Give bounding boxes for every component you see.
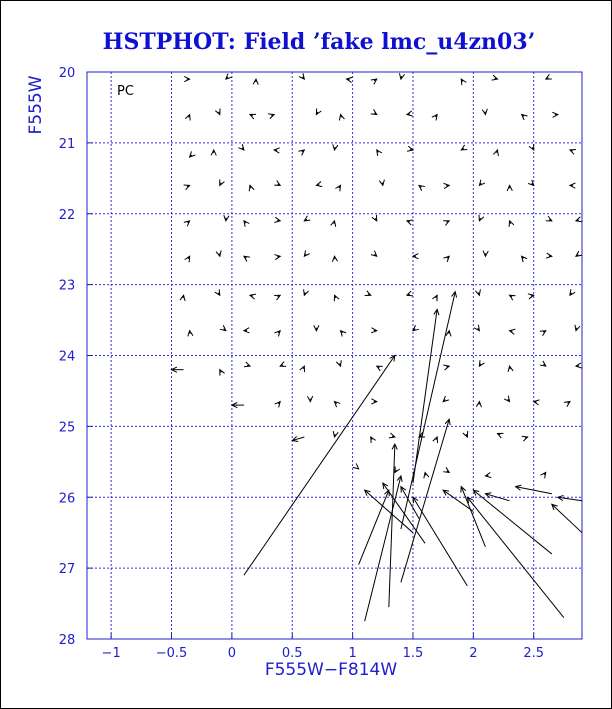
vector-head [407, 146, 413, 151]
small-vector [371, 328, 377, 333]
vector-head [497, 433, 503, 438]
grid-lines [87, 72, 582, 639]
vector-head [479, 360, 484, 366]
vector-head [509, 221, 514, 227]
small-vector [485, 472, 491, 477]
small-vector [372, 215, 377, 221]
vector-head [250, 294, 256, 299]
vector-head [304, 216, 310, 221]
small-vector [540, 331, 546, 336]
vector-head [576, 217, 582, 222]
small-vector [274, 255, 280, 260]
vector-head [275, 331, 281, 337]
small-vector [335, 185, 340, 191]
small-vector [564, 402, 570, 407]
small-vector [274, 148, 280, 153]
small-vector [413, 254, 418, 259]
vector-head [365, 291, 371, 296]
vector-head [304, 250, 309, 256]
vector-head [508, 366, 513, 372]
vector-head [485, 472, 491, 477]
y-tick-label: 28 [58, 633, 76, 648]
small-vector [522, 115, 528, 120]
vector-head [463, 431, 468, 437]
small-vector [371, 399, 376, 404]
small-vector [184, 221, 190, 227]
vector-head [576, 251, 582, 256]
small-vector [389, 433, 395, 438]
small-vector [331, 221, 336, 227]
small-vector [298, 150, 304, 155]
vector-head [371, 437, 376, 443]
x-tick-label: −1 [101, 646, 121, 661]
long-vector [172, 367, 184, 372]
small-vector [546, 74, 552, 79]
vector-head [413, 497, 418, 503]
small-vector [185, 256, 190, 262]
small-vector [365, 291, 371, 296]
chart-title: HSTPHOT: Field ’fake lmc_u4zn03’ [102, 29, 536, 55]
small-vector [432, 115, 437, 121]
long-vector [473, 490, 551, 554]
vector-head [184, 221, 190, 227]
y-tick-label: 24 [58, 349, 76, 365]
vector-head [474, 325, 479, 331]
x-axis-ticks [102, 633, 544, 661]
small-vector [304, 289, 309, 295]
small-vector [407, 111, 413, 116]
vector-head [333, 431, 338, 437]
small-vector [274, 217, 280, 222]
vector-head [575, 325, 580, 331]
small-vector [443, 365, 449, 370]
y-axis-ticks [59, 66, 93, 648]
vector-head [316, 109, 321, 115]
small-vector [433, 437, 438, 443]
small-vector [220, 370, 225, 376]
small-vector [307, 396, 312, 402]
small-vector [461, 79, 466, 85]
x-tick-label: 1 [348, 646, 357, 661]
y-tick-label: 27 [58, 562, 76, 578]
y-tick-label: 23 [58, 278, 76, 294]
small-vector [244, 221, 249, 227]
vector-head [215, 289, 220, 295]
small-vector [336, 360, 341, 366]
vector-head [546, 216, 552, 221]
small-vector [570, 149, 576, 154]
small-vector [341, 331, 347, 337]
vector-head [249, 185, 254, 191]
small-vector [497, 433, 503, 438]
small-vector [371, 251, 377, 257]
vector-head [564, 402, 570, 407]
y-tick-label: 25 [58, 420, 76, 436]
vector-head [216, 250, 221, 256]
small-vector [444, 183, 450, 188]
y-tick-label: 26 [58, 491, 76, 507]
small-vector [575, 325, 580, 331]
small-vector [244, 256, 250, 261]
vector-head [180, 295, 185, 301]
vector-head [475, 289, 480, 295]
long-vector [552, 504, 582, 532]
x-tick-label: 2.5 [523, 646, 545, 661]
small-vector [399, 73, 404, 79]
small-vector [509, 221, 514, 227]
vector-head [372, 215, 377, 221]
vector-head [244, 256, 250, 261]
small-vector [339, 115, 344, 121]
small-vector [493, 150, 498, 156]
vector-head [304, 289, 309, 295]
vector-shaft [244, 356, 395, 576]
chip-label: PC [117, 84, 134, 99]
vector-head [244, 362, 250, 367]
small-vector [475, 289, 480, 295]
vector-head [432, 115, 437, 121]
vector-head [371, 251, 377, 257]
vector-head [528, 294, 534, 299]
small-vector [522, 256, 527, 262]
vector-head [510, 295, 516, 300]
vector-head [540, 361, 546, 366]
vector-head [226, 73, 232, 79]
small-vector [510, 295, 516, 300]
vector-head [407, 291, 413, 296]
long-vector [244, 356, 395, 576]
small-vector [275, 331, 281, 337]
y-axis-label: F555W [26, 75, 46, 135]
vector-head [341, 331, 347, 337]
vector-head [407, 111, 413, 116]
vector-head [371, 79, 377, 84]
small-vector [250, 294, 256, 299]
small-vector [371, 437, 376, 443]
vector-head [280, 362, 286, 367]
small-vector [244, 362, 250, 367]
small-vector [224, 215, 229, 221]
small-vector [546, 253, 552, 258]
small-vector [570, 183, 575, 188]
small-vector [461, 145, 467, 150]
small-vector [576, 363, 582, 368]
small-vector [334, 295, 339, 301]
vector-head [522, 436, 528, 441]
vector-head [433, 437, 438, 443]
vector-head [244, 221, 249, 227]
long-vector [443, 490, 473, 511]
vector-head [443, 396, 449, 402]
small-vector [443, 396, 449, 402]
photometry-residual-chart [1, 1, 611, 708]
small-vector [249, 185, 254, 191]
small-vector [570, 289, 575, 295]
small-vector [184, 185, 190, 190]
vector-head [220, 325, 226, 330]
vector-shaft [473, 490, 551, 554]
small-vector [379, 180, 384, 186]
vector-head [215, 109, 220, 115]
small-vector [528, 180, 534, 186]
vector-head [316, 182, 322, 187]
vector-head [510, 329, 516, 334]
small-vector [316, 182, 322, 187]
vector-head [504, 396, 509, 402]
small-vector [546, 216, 552, 221]
small-vector [275, 402, 280, 408]
vector-head [570, 149, 576, 154]
vector-head [377, 366, 383, 371]
small-vector [576, 251, 582, 256]
small-vector [274, 180, 280, 185]
long-vector [353, 463, 359, 468]
vector-head [268, 114, 274, 119]
small-vector [299, 73, 304, 79]
small-vector [333, 431, 338, 437]
small-vector [443, 256, 449, 262]
vector-head [274, 295, 280, 300]
vector-head [461, 79, 466, 85]
vector-head [407, 220, 413, 225]
small-vector [483, 251, 488, 257]
small-vector [432, 295, 437, 301]
y-tick-label: 22 [58, 207, 76, 223]
vector-head [389, 433, 395, 438]
small-vector [300, 366, 305, 372]
small-vector [332, 256, 337, 262]
long-vector [389, 444, 397, 607]
small-vector [540, 361, 546, 366]
long-vector [485, 493, 509, 501]
small-vector [280, 362, 286, 367]
x-axis-label: F555W−F814W [264, 660, 398, 680]
vector-shaft [365, 476, 401, 621]
vector-head [432, 295, 437, 301]
small-vector [211, 150, 216, 155]
vector-head [522, 256, 527, 262]
long-vector [558, 495, 582, 500]
small-vector [226, 73, 232, 79]
small-vector [184, 76, 189, 81]
long-vector [359, 490, 390, 564]
vector-head [300, 366, 305, 372]
small-vector [274, 295, 280, 300]
vector-head [298, 150, 304, 155]
data-vectors [172, 73, 582, 621]
small-vector [576, 217, 582, 222]
vector-head [479, 180, 485, 186]
vector-head [424, 472, 429, 478]
x-tick-label: 1.5 [402, 646, 424, 661]
small-vector [540, 472, 545, 478]
small-vector [215, 289, 220, 295]
vector-head [335, 185, 340, 191]
vector-head [238, 144, 244, 150]
small-vector [482, 109, 487, 115]
small-vector [371, 109, 377, 114]
small-vector [244, 328, 250, 333]
small-vector [238, 144, 244, 150]
vector-head [540, 472, 545, 478]
vector-head [479, 215, 484, 221]
small-vector [253, 79, 258, 85]
small-vector [552, 112, 558, 117]
vector-head [546, 74, 552, 79]
y-tick-label: 21 [58, 136, 76, 152]
small-vector [479, 360, 484, 366]
vector-head [299, 73, 304, 79]
vector-head [399, 73, 404, 79]
small-vector [492, 75, 498, 80]
vector-head [185, 256, 190, 262]
small-vector [529, 144, 534, 150]
vector-head [395, 466, 400, 472]
vector-head [570, 289, 575, 295]
vector-head [250, 114, 256, 119]
vector-head [336, 360, 341, 366]
vector-head [492, 75, 498, 80]
vector-shaft [443, 490, 473, 511]
vector-shaft [413, 497, 467, 586]
vector-shaft [359, 490, 389, 564]
small-vector [377, 150, 382, 156]
x-tick-label: 0.5 [281, 646, 303, 661]
vector-head [274, 217, 280, 222]
vector-head [443, 365, 449, 370]
vector-head [274, 180, 280, 185]
small-vector [407, 146, 413, 151]
long-vector [232, 403, 244, 408]
vector-shaft [389, 444, 395, 607]
small-vector [216, 250, 221, 256]
vector-shaft [413, 309, 437, 483]
small-vector [479, 215, 484, 221]
vector-head [493, 150, 498, 156]
small-vector [190, 151, 196, 157]
small-vector [443, 467, 449, 472]
small-vector [347, 77, 353, 82]
small-vector [508, 366, 513, 372]
small-vector [419, 185, 425, 190]
small-vector [371, 79, 377, 84]
small-vector [407, 291, 413, 296]
long-vector [365, 476, 402, 621]
vector-head [184, 185, 190, 190]
small-vector [185, 115, 190, 121]
vector-head [377, 150, 382, 156]
small-vector [268, 114, 274, 119]
small-vector [188, 331, 193, 337]
vector-shaft [401, 419, 449, 582]
vector-head [353, 463, 359, 468]
vector-head [220, 179, 225, 185]
small-vector [220, 179, 225, 185]
vector-head [331, 221, 336, 227]
small-vector [443, 221, 449, 226]
small-vector [463, 431, 468, 437]
vector-shaft [467, 497, 564, 617]
vector-head [275, 402, 280, 408]
vector-head [461, 145, 467, 150]
small-vector [424, 472, 429, 478]
small-vector [510, 329, 516, 334]
small-vector [304, 216, 310, 221]
long-vector [413, 497, 467, 586]
vector-head [522, 115, 528, 120]
small-vector [446, 331, 451, 337]
small-vector [474, 325, 479, 331]
vector-head [443, 221, 449, 226]
small-vector [314, 325, 319, 330]
vector-head [529, 144, 534, 150]
vector-head [220, 370, 225, 376]
long-vector [467, 497, 564, 617]
small-vector [528, 294, 534, 299]
small-vector [479, 180, 485, 186]
vector-head [379, 180, 384, 186]
vector-head [334, 295, 339, 301]
y-tick-label: 20 [58, 66, 76, 81]
small-vector [476, 402, 481, 408]
small-vector [507, 185, 512, 190]
small-vector [407, 220, 413, 225]
small-vector [395, 466, 400, 472]
vector-head [540, 331, 546, 336]
small-vector [304, 250, 309, 256]
small-vector [316, 109, 321, 115]
small-vector [333, 144, 338, 150]
small-vector [180, 295, 185, 301]
small-vector [335, 402, 341, 408]
small-vector [504, 396, 509, 402]
x-tick-label: −0.5 [155, 646, 188, 661]
x-tick-label: 0 [227, 646, 237, 661]
small-vector [215, 109, 220, 115]
small-vector [522, 436, 528, 441]
small-vector [377, 366, 383, 371]
vector-head [413, 325, 419, 330]
x-tick-label: 2 [469, 646, 478, 661]
vector-head [185, 115, 190, 121]
long-vector [413, 309, 439, 483]
small-vector [250, 114, 256, 119]
small-vector [534, 400, 540, 405]
vector-head [339, 115, 344, 121]
vector-head [443, 467, 449, 472]
vector-head [419, 185, 425, 190]
vector-head [371, 109, 377, 114]
long-vector [292, 437, 304, 442]
vector-shaft [552, 504, 582, 532]
small-vector [413, 325, 419, 330]
small-vector [220, 325, 226, 330]
long-vector [401, 419, 450, 582]
